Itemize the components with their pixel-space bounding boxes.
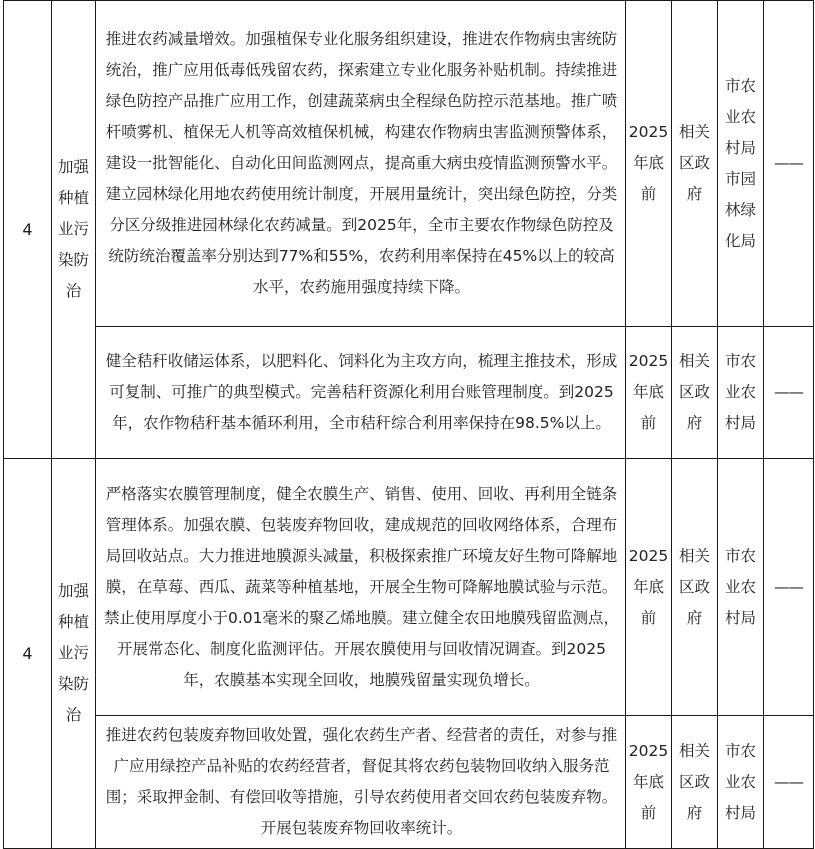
policy-table — [3, 0, 814, 849]
row-number: 4 — [4, 1, 52, 459]
row-number: 4 — [4, 459, 52, 849]
category-cell: 加强种植业污染防治 — [52, 1, 96, 459]
note-cell: —— — [764, 459, 814, 716]
lead-dept-cell: 市农业农村局 — [718, 716, 764, 849]
table-row — [4, 1, 814, 327]
deadline-cell: 2025年底前 — [626, 459, 672, 716]
note-cell: —— — [764, 1, 814, 327]
table-row — [4, 327, 814, 459]
responsible-cell: 相关区政府 — [672, 1, 718, 327]
deadline-cell: 2025年底前 — [626, 1, 672, 327]
task-content: 健全秸秆收储运体系，以肥料化、饲料化为主攻方向，梳理主推技术，形成可复制、可推广的典型模式。完善秸秆资源化利用台账管理制度。到2025年，农作物秸秆基本循环利用，全市秸秆综合利用率保持在98.5%以上。 — [96, 327, 626, 459]
table-row — [4, 716, 814, 849]
deadline-cell: 2025年底前 — [626, 327, 672, 459]
category-cell: 加强种植业污染防治 — [52, 459, 96, 849]
deadline-cell: 2025年底前 — [626, 716, 672, 849]
task-content: 推进农药包装废弃物回收处置，强化农药生产者、经营者的责任，对参与推广应用绿控产品补贴的农药经营者，督促其将农药包装物回收纳入服务范围；采取押金制、有偿回收等措施，引导农药使用者交回农药包装废弃物。开展包装废弃物回收率统计。 — [96, 716, 626, 849]
note-cell: —— — [764, 327, 814, 459]
task-content: 严格落实农膜管理制度，健全农膜生产、销售、使用、回收、再利用全链条管理体系。加强农膜、包装废弃物回收，建成规范的回收网络体系，合理布局回收站点。大力推进地膜源头减量，积极探索推广环境友好生物可降解地膜，在草莓、西瓜、蔬菜等种植基地，开展全生物可降解地膜试验与示范。禁止使用厚度小于0.01毫米的聚乙烯地膜。建立健全农田地膜残留监测点，开展常态化、制度化监测评估。开展农膜使用与回收情况调查。到2025年，农膜基本实现全回收，地膜残留量实现负增长。 — [96, 459, 626, 716]
lead-dept-cell: 市农业农村局 — [718, 327, 764, 459]
note-cell: —— — [764, 716, 814, 849]
responsible-cell: 相关区政府 — [672, 716, 718, 849]
lead-dept-cell: 市农业农村局 — [718, 459, 764, 716]
responsible-cell: 相关区政府 — [672, 459, 718, 716]
task-content: 推进农药减量增效。加强植保专业化服务组织建设，推进农作物病虫害统防统治，推广应用低毒低残留农药，探索建立专业化服务补贴机制。持续推进绿色防控产品推广应用工作，创建蔬菜病虫全程绿色防控示范基地。推广喷杆喷雾机、植保无人机等高效植保机械，构建农作物病虫害监测预警体系，建设一批智能化、自动化田间监测网点，提高重大病虫疫情监测预警水平。建立园林绿化用地农药使用统计制度，开展用量统计，突出绿色防控，分类分区分级推进园林绿化农药减量。到2025年，全市主要农作物绿色防控及统防统治覆盖率分别达到77%和55%，农药利用率保持在45%以上的较高水平，农药施用强度持续下降。 — [96, 1, 626, 327]
responsible-cell: 相关区政府 — [672, 327, 718, 459]
table-row — [4, 459, 814, 716]
lead-dept-cell: 市农业农村局市园林绿化局 — [718, 1, 764, 327]
